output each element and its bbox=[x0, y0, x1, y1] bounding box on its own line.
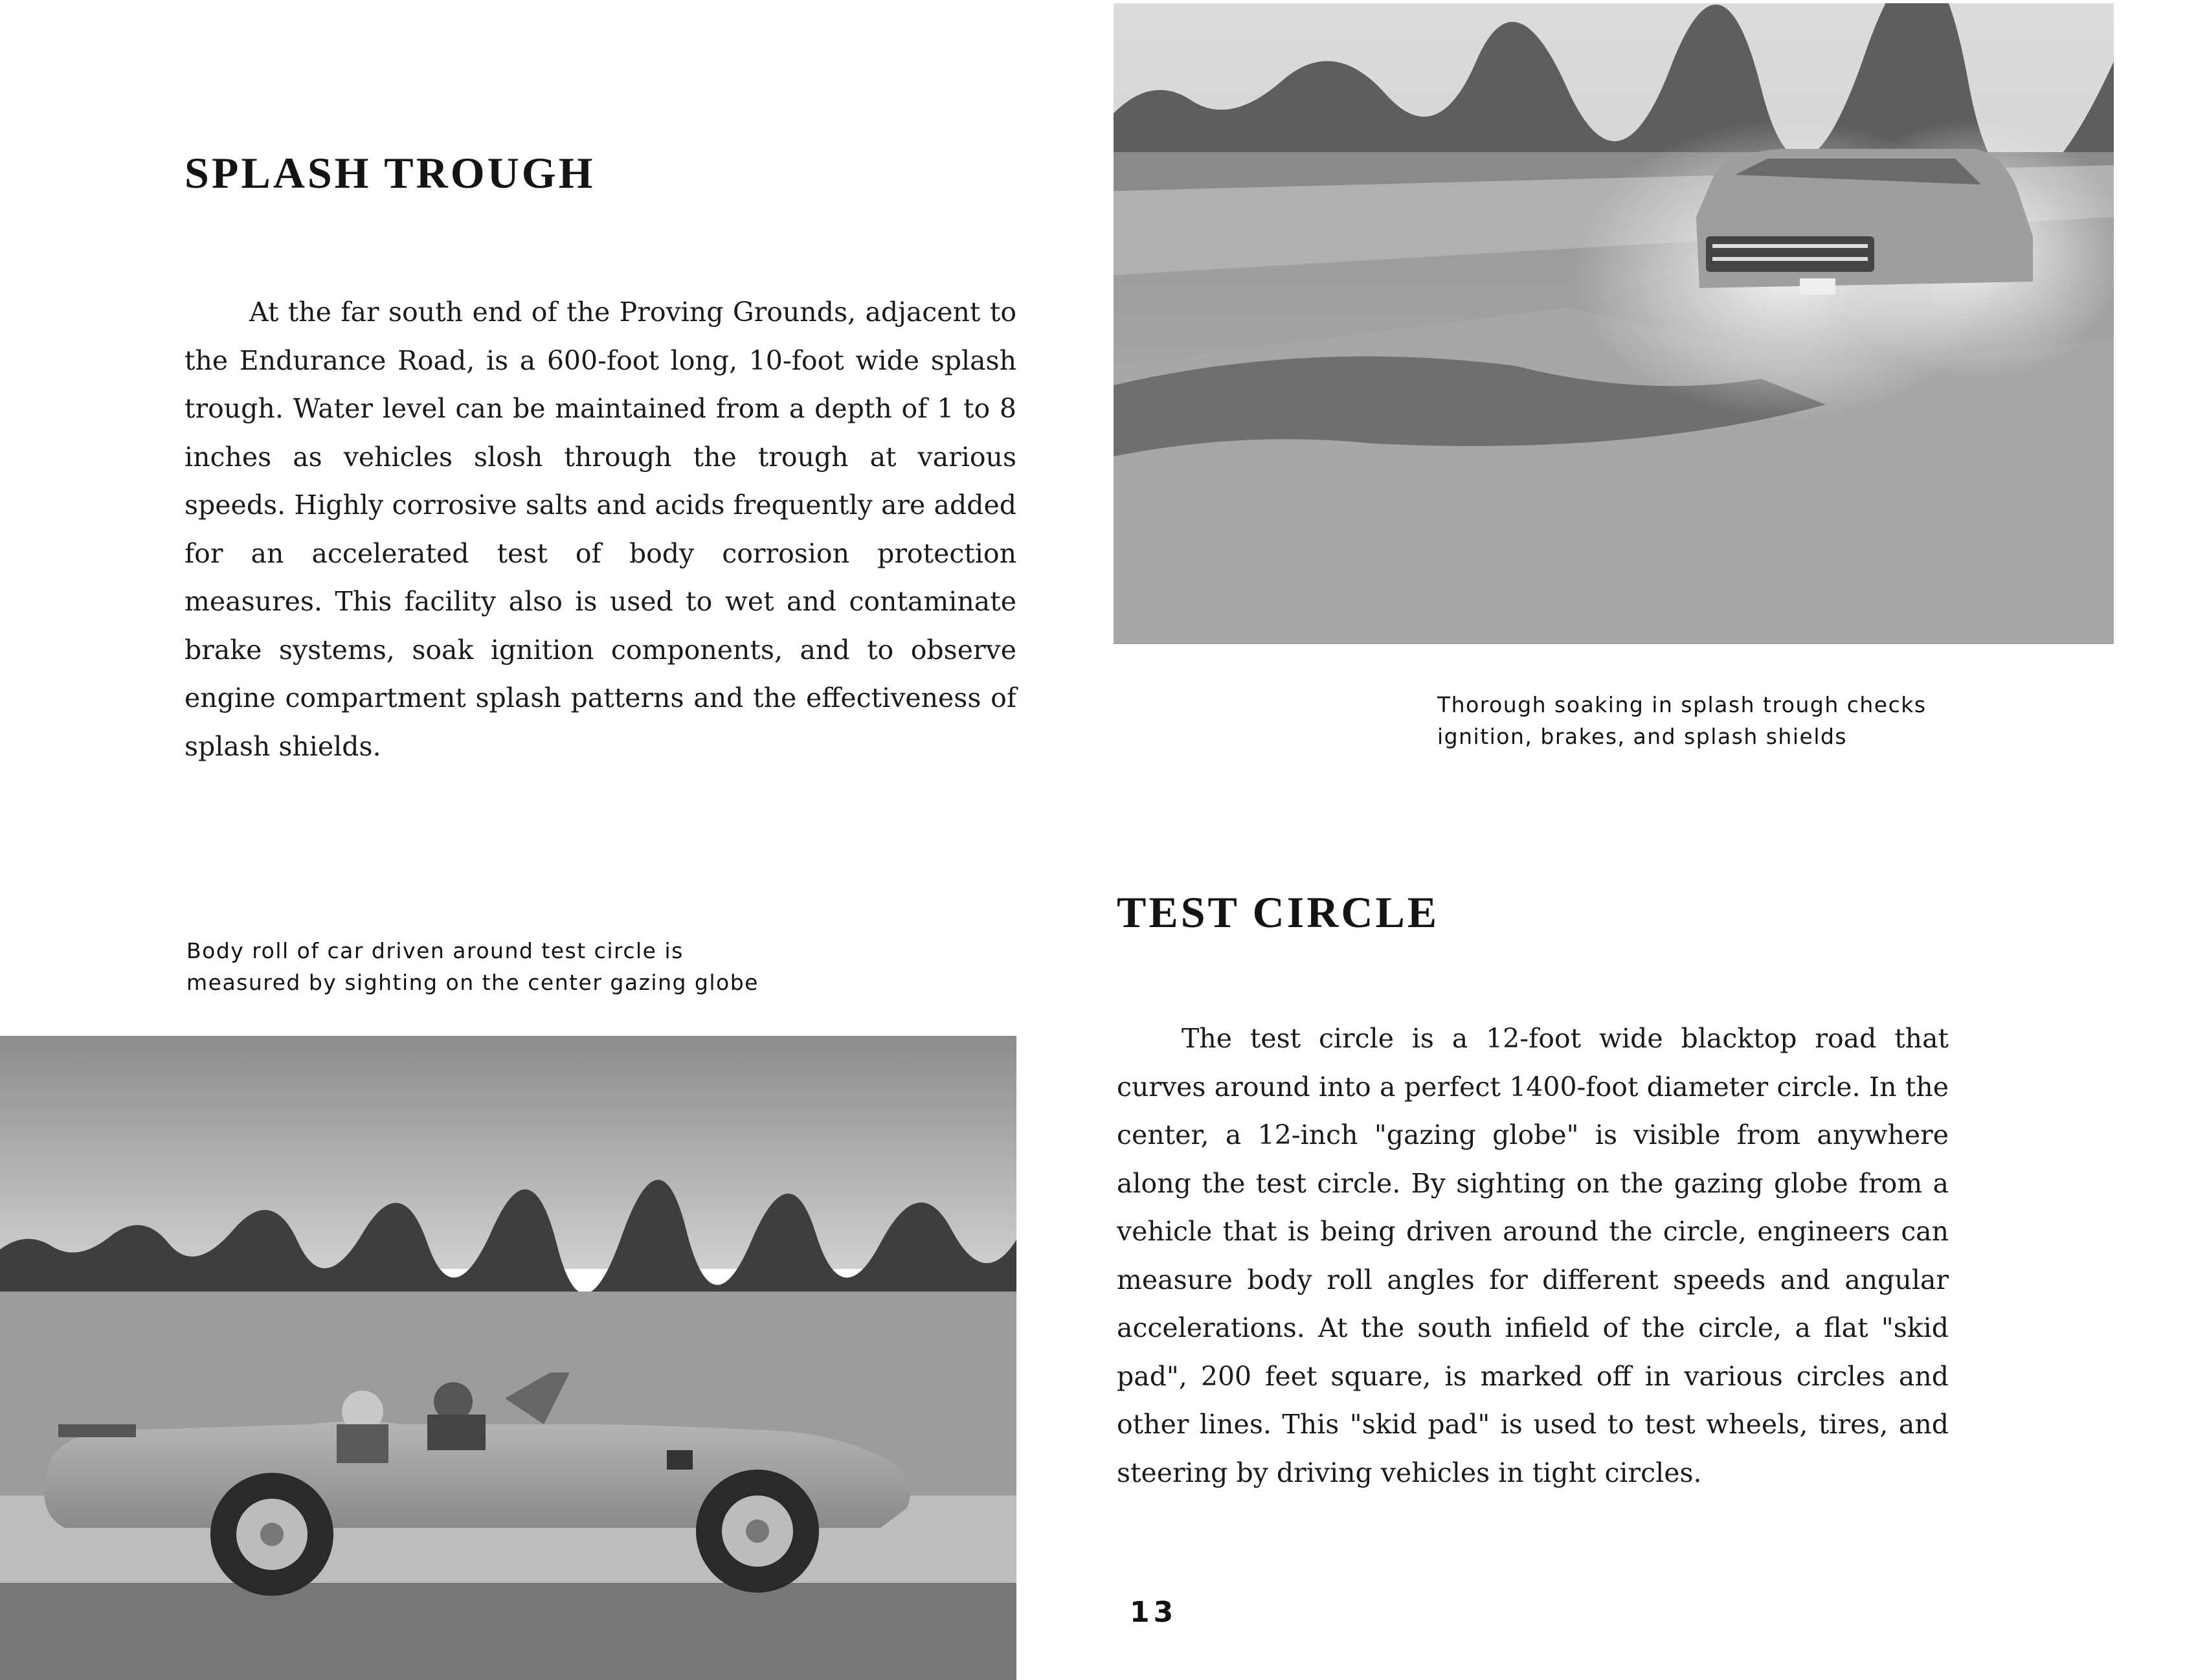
splash-trough-heading: SPLASH TROUGH bbox=[185, 148, 596, 197]
page-number: 13 bbox=[1130, 1596, 1178, 1629]
splash-trough-photo bbox=[1114, 3, 2114, 644]
test-circle-caption: Body roll of car driven around test circle is measured by sighting on the center gazing globe bbox=[186, 938, 759, 995]
splash-trough-caption: Thorough soaking in splash trough checks ignition, brakes, and splash shields bbox=[1437, 692, 1927, 749]
test-circle-heading: TEST CIRCLE bbox=[1117, 888, 1440, 937]
test-circle-body: The test circle is a 12-foot wide blacktop road that curves around into a perfect 1400-foot diameter circle. In the center, a 12-inch "gazing globe" is visible from anywhere along the test circle. By sighting on the gazing globe from a vehicle that is being driven around the circle, engineers can measure body roll angles for different speeds and angular accelerations. At the south infield of the circle, a flat "skid pad", 200 feet square, is marked off in various circles and other lines. This "skid pad" is used to test wheels, tires, and steering by driving vehicles in tight circles. bbox=[1117, 1023, 1949, 1488]
splash-trough-body: At the far south end of the Proving Grounds, adjacent to the Endurance Road, is a 600-foot long, 10-foot wide splash trough. Water level can be maintained from a depth of 1 to 8 inches as vehicles slosh through the trough at various speeds. Highly corrosive salts and acids frequently are added for an accelerated test of body corrosion protection measures. This facility also is used to wet and contaminate brake systems, soak ignition components, and to observe engine compartment splash patterns and the effectiveness of splash shields. bbox=[185, 297, 1016, 762]
test-circle-photo bbox=[0, 1036, 1016, 1680]
